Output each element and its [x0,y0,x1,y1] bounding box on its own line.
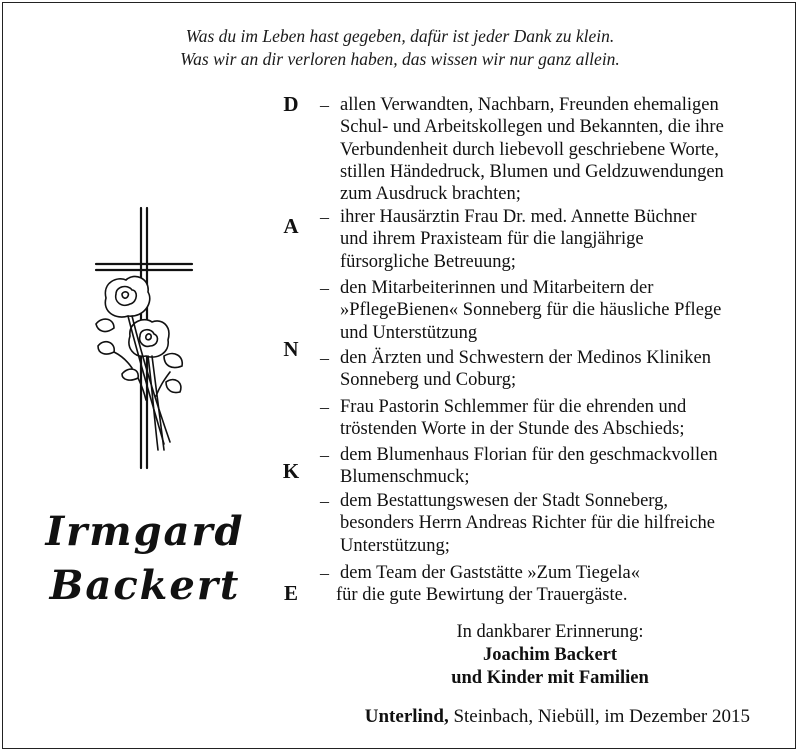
acrostic-letter-n: N [283,337,299,361]
place-date-line [0,705,800,729]
entry-dash: – [320,445,329,465]
motto-line-1: Was du im Leben hast gegeben, dafür ist jeder Dank zu klein. [185,26,615,46]
cross-with-roses-icon [88,206,198,476]
motto-line-2: Was wir an dir verloren haben, das wissen wir nur ganz allein. [180,49,620,69]
signer-family: und Kinder mit Familien [451,668,649,688]
acrostic-letter-a: A [283,214,299,238]
motto [0,25,800,71]
place-date-rest: Steinbach, Niebüll, im Dezember 2015 [448,706,750,727]
thanks-entry-pastor: Frau Pastorin Schlemmer für die ehrenden und tröstenden Worte in der Stunde des Abschieds; [340,397,687,440]
deceased-first-name: Irmgard [45,508,245,555]
entry-dash: – [320,491,329,511]
thanks-entry-care-staff: den Mitarbeiterinnen und Mitarbeitern der »PflegeBienen« Sonneberg für die häusliche Pflege und Unterstützung [340,278,722,343]
thanks-entry-doctor: ihrer Hausärztin Frau Dr. med. Annette Büchner und ihrem Praxisteam für die langjährige fürsorgliche Betreuung; [340,207,697,272]
thanks-entry-restaurant: dem Team der Gaststätte »Zum Tiegela« für die gute Bewirtung der Trauergäste. [336,563,640,606]
entry-dash: – [320,397,329,417]
entry-dash: – [320,278,329,298]
acrostic-letter-d: D [283,92,299,116]
thanks-entry-relatives: allen Verwandten, Nachbarn, Freunden ehemaligen Schul- und Arbeitskollegen und Bekannten, die ihre Verbundenheit durch liebevoll geschriebene Worte, stillen Händedruck, Blumen und Geldzuwendungen zum Ausdruck brachten; [340,95,724,205]
deceased-last-name: Backert [49,562,241,609]
acrostic-letter-e: E [283,581,298,605]
entry-dash: – [320,207,329,227]
signer-name: Joachim Backert [482,645,618,665]
thanks-entry-florist: dem Blumenhaus Florian für den geschmackvollen Blumenschmuck; [340,445,718,488]
entry-dash: – [320,348,329,368]
place-name: Unterlind, [364,706,449,727]
entry-dash: – [320,95,329,115]
thanks-entry-clinics: den Ärzten und Schwestern der Medinos Kliniken Sonneberg und Coburg; [340,348,711,391]
acrostic-letter-k: K [282,459,300,483]
entry-dash: – [320,563,329,583]
closing-intro: In dankbarer Erinnerung: [456,622,644,642]
thanks-entry-funeral-home: dem Bestattungswesen der Stadt Sonneberg, besonders Herrn Andreas Richter für die hilfreiche Unterstützung; [340,491,715,556]
